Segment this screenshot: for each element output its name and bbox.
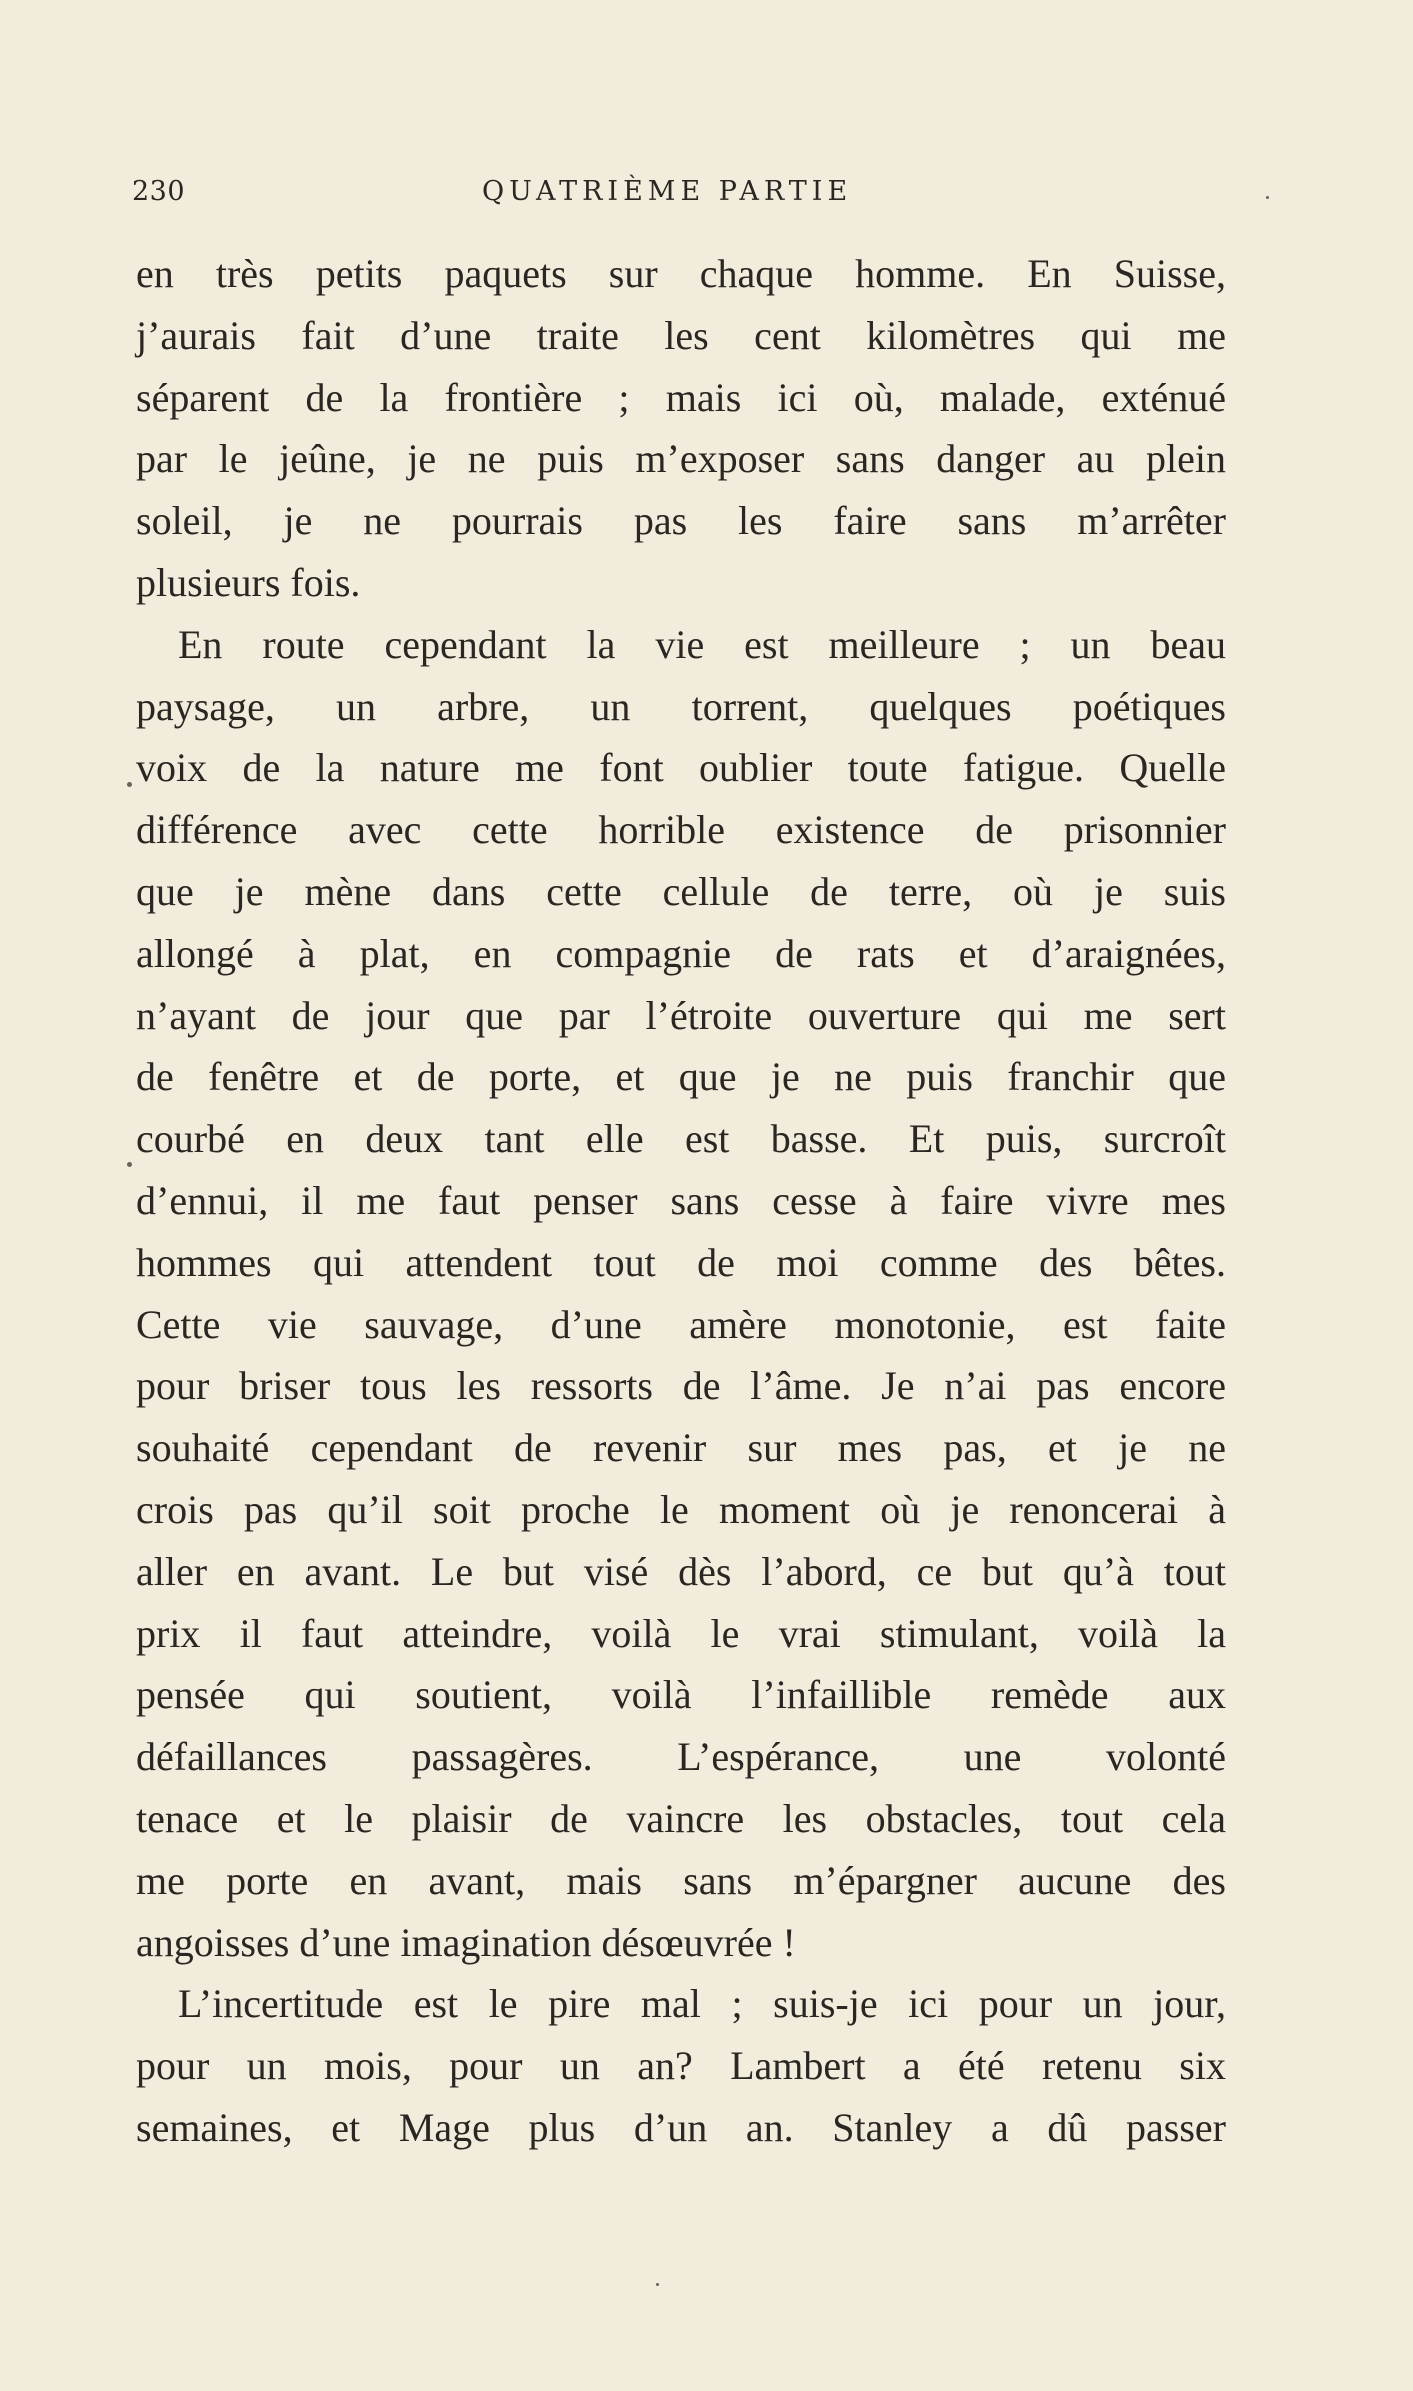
text-line: hommes qui attendent tout de moi comme des bêtes. [136,1239,1226,1285]
text-line: courbé en deux tant elle est basse. Et puis, surcroît [136,1116,1226,1162]
text-line: par le jeûne, je ne puis m’exposer sans danger au plein [136,436,1226,482]
text-line: allongé à plat, en compagnie de rats et d’araignées, [136,930,1226,976]
body-text [136,243,1226,2159]
text-line: soleil, je ne pourrais pas les faire sans m’arrêter [136,498,1226,544]
text-line: pour un mois, pour un an? Lambert a été retenu six [136,2043,1226,2089]
text-line: semaines, et Mage plus d’un an. Stanley a dû passer [136,2104,1226,2150]
text-line: aller en avant. Le but visé dès l’abord, ce but qu’à tout [136,1548,1226,1594]
text-line: en très petits paquets sur chaque homme. En Suisse, [136,251,1226,296]
text-line: pensée qui soutient, voilà l’infaillible remède aux [136,1672,1226,1718]
text-line: de fenêtre et de porte, et que je ne puis franchir que [136,1054,1226,1100]
text-line: défaillances passagères. L’espérance, une volonté [136,1734,1226,1780]
text-line: me porte en avant, mais sans m’épargner aucune des [136,1857,1226,1903]
running-head: QUATRIÈME PARTIE [482,176,853,207]
margin-speck [127,782,132,787]
text-line: n’ayant de jour que par l’étroite ouverture qui me sert [136,992,1226,1038]
text-line: pour briser tous les ressorts de l’âme. Je n’ai pas encore [136,1363,1226,1409]
margin-speck [656,2283,659,2286]
text-line: séparent de la frontière ; mais ici où, malade, exténué [136,374,1226,420]
text-line: prix il faut atteindre, voilà le vrai stimulant, voilà la [136,1610,1226,1656]
text-line: j’aurais fait d’une traite les cent kilomètres qui me [136,312,1226,358]
text-line: que je mène dans cette cellule de terre, où je suis [136,868,1226,914]
page-number: 230 [132,176,186,207]
text-line: angoisses d’une imagination désœuvrée ! [136,1919,796,1965]
text-line: L’incertitude est le pire mal ; suis-je ici pour un jour, [178,1981,1226,2027]
text-line: En route cependant la vie est meilleure ; un beau [178,621,1226,667]
margin-speck [127,1162,132,1167]
text-line: différence avec cette horrible existence de prisonnier [136,807,1226,853]
text-line: paysage, un arbre, un torrent, quelques poétiques [136,683,1226,729]
text-line: plusieurs fois. [136,559,361,605]
text-line: tenace et le plaisir de vaincre les obstacles, tout cela [136,1795,1226,1841]
text-line: souhaité cependant de revenir sur mes pas, et je ne [136,1425,1226,1471]
text-line: voix de la nature me font oublier toute fatigue. Quelle [136,745,1226,791]
text-line: Cette vie sauvage, d’une amère monotonie, est faite [136,1301,1226,1347]
text-line: crois pas qu’il soit proche le moment où je renoncerai à [136,1486,1226,1532]
page-header [132,176,1224,216]
margin-speck [1266,196,1269,199]
text-line: d’ennui, il me faut penser sans cesse à faire vivre mes [136,1177,1226,1223]
